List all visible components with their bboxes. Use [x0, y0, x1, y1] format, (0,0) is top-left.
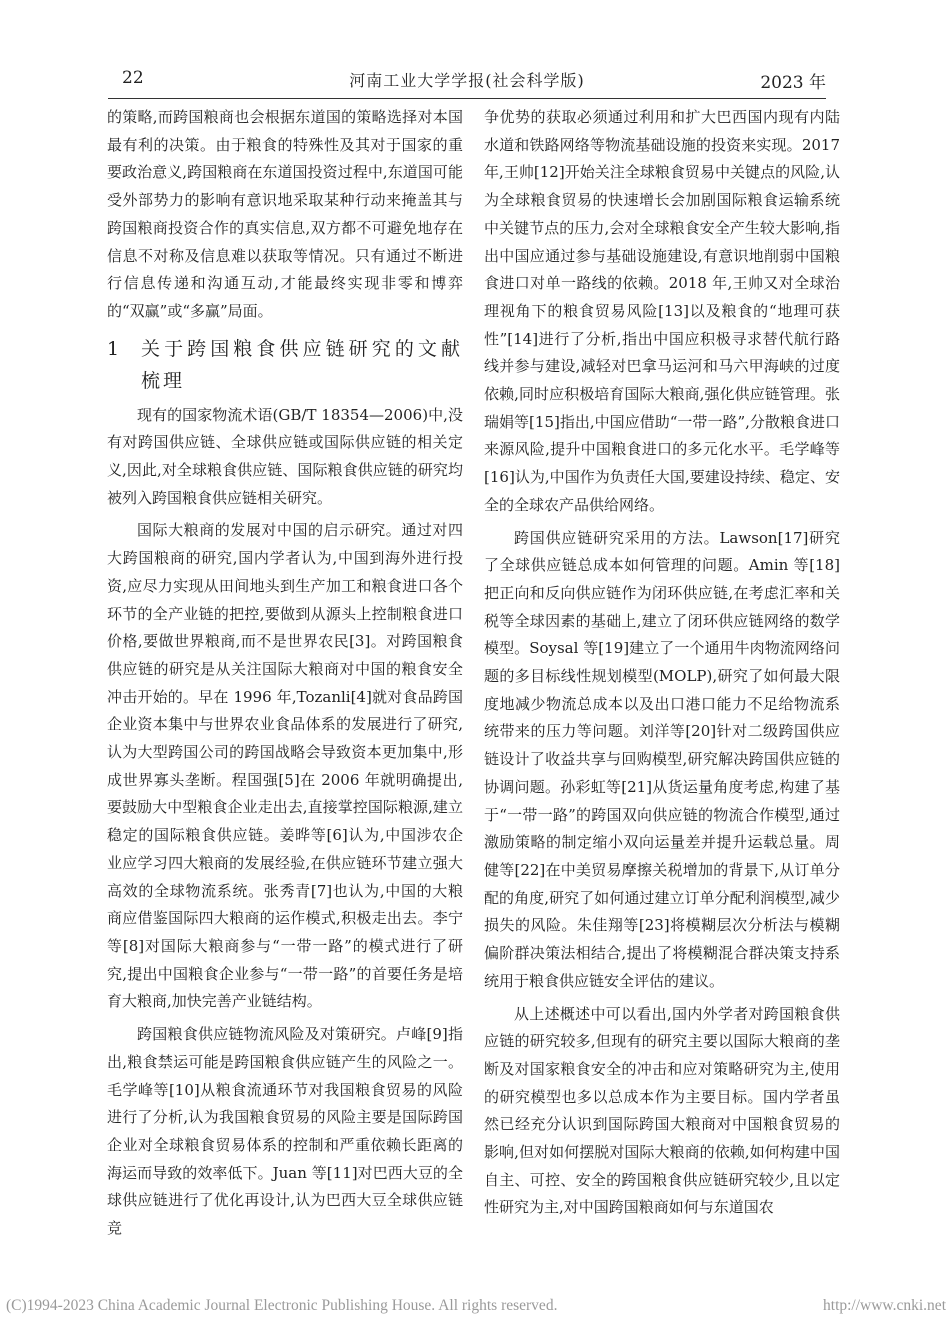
issue-year: 2023 年 — [760, 73, 826, 93]
page-number: 22 — [122, 68, 144, 88]
section-title: 关于跨国粮食供应链研究的文献梳理 — [141, 337, 463, 392]
paragraph-logistics-risk: 跨国粮食供应链物流风险及对策研究。卢峰[9]指出,粮食禁运可能是跨国粮食供应链产生的风险之一。毛学峰等[10]从粮食流通环节对我国粮食贸易的风险进行了分析,认为我国粮食贸易的风险主要是国际跨国企业对全球粮食贸易体系的控制和严重依赖长距离的海运而导致的效率低下。Juan 等[11]对巴西大豆的全球供应链进行了优化再设计,认为巴西大豆全球供应链竞 — [107, 1025, 463, 1238]
section-number: 1 — [107, 337, 123, 360]
running-header — [108, 64, 826, 99]
paragraph-grain-merchants: 国际大粮商的发展对中国的启示研究。通过对四大跨国粮商的研究,国内学者认为,中国到海外进行投资,应尽力实现从田间地头到生产加工和粮食进口各个环节的全产业链的把控,要做到从源头上控制粮食进口价格,要做世界粮商,而不是世界农民[3]。对跨国粮食供应链的研究是从关注国际大粮商对中国的粮食安全冲击开始的。早在 1996 年,Tozanli[4]就对食品跨国企业资本集中与世界农业食品体系的发展进行了研究,认为大型跨国公司的跨国战略会导致资本更加集中,形成世界寡头垄断。程国强[5]在 2006 年就明确提出,要鼓励大中型粮食企业走出去,直接掌控国际粮源,建立稳定的国际粮食供应链。姜晔等[6]认为,中国涉农企业应学习四大粮商的发展经验,在供应链环节建立强大高效的全球物流系统。张秀青[7]也认为,中国的大粮商应借鉴国际四大粮商的运作模式,积极走出去。李宁等[8]对国际大粮商参与“一带一路”的模式进行了研究,提出中国粮食企业参与“一带一路”的首要任务是培育大粮商,加快完善产业链结构。 — [107, 521, 463, 1011]
intro-paragraph: 的策略,而跨国粮商也会根据东道国的策略选择对本国最有利的决策。由于粮食的特殊性及其对于国家的重要政治意义,跨国粮商在东道国投资过程中,东道国可能受外部势力的影响有意识地采取某种行动来掩盖其与跨国粮商投资合作的真实信息,双方都不可避免地存在信息不对称及信息难以获取等情况。只有通过不断进行信息传递和沟通互动,才能最终实现非零和博弈的“双赢”或“多赢”局面。 — [107, 108, 463, 320]
paragraph-continued: 争优势的获取必须通过利用和扩大巴西国内现有内陆水道和铁路网络等物流基础设施的投资来实现。2017 年,王帅[12]开始关注全球粮食贸易中关键点的风险,认为全球粮食贸易的快速增长会加剧国际粮食运输系统中关键节点的压力,会对全球粮食安全产生较大影响,指出中国应通过参与基础设施建设,有意识地削弱中国粮食进口对单一路线的依赖。2018 年,王帅又对全球治理视角下的粮食贸易风险[13]以及粮食的“地理可获性”[14]进行了分析,指出中国应积极寻求替代航行路线并参与建设,减轻对巴拿马运河和马六甲海峡的过度依赖,同时应积极培育国际大粮商,强化供应链管理。张瑞娟等[15]指出,中国应借助“一带一路”,分散粮食进口来源风险,提升中国粮食进口的多元化水平。毛学峰等[16]认为,中国作为负责任大国,要建设持续、稳定、安全的全球农产品供给网络。 — [484, 108, 840, 514]
paragraph-summary: 从上述概述中可以看出,国内外学者对跨国粮食供应链的研究较多,但现有的研究主要以国际大粮商的垄断及对国家粮食安全的冲击和应对策略研究为主,使用的研究模型也多以总成本作为主要目标。国内学者虽然已经充分认识到国际跨国大粮商对中国粮食贸易的影响,但对如何摆脱对国际大粮商的依赖,如何构建中国自主、可控、安全的跨国粮食供应链研究较少,且以定性研究为主,对中国跨国粮商如何与东道国农 — [484, 1004, 840, 1217]
right-column — [484, 104, 840, 1222]
cnki-url: http://www.cnki.net — [823, 1297, 946, 1314]
left-column — [107, 104, 463, 1243]
paragraph-methods: 跨国供应链研究采用的方法。Lawson[17]研究了全球供应链总成本如何管理的问题。Amin 等[18]把正向和反向供应链作为闭环供应链,在考虑汇率和关税等全球因素的基础上,建立了闭环供应链网络的数学模型。Soysal 等[19]建立了一个通用牛肉物流网络问题的多目标线性规划模型(MOLP),研究了如何最大限度地减少物流总成本以及出口港口能力不足给物流系统带来的压力等问题。刘洋等[20]针对二级跨国供应链设计了收益共享与回购模型,研究解决跨国供应链的协调问题。孙彩虹等[21]从货运量角度考虑,构建了基于“一带一路”的跨国双向供应链的物流合作模型,通过激励策略的制定缩小双向运量差并提升运载总量。周健等[22]在中美贸易摩擦关税增加的背景下,从订单分配的角度,研究了如何通过建立订单分配利润模型,减少损失的风险。朱佳翔等[23]将模糊层次分析法与模糊偏阶群决策法相结合,提出了将模糊混合群决策支持系统用于粮食供应链安全评估的建议。 — [484, 528, 840, 990]
paragraph-terminology: 现有的国家物流术语(GB/T 18354—2006)中,没有对跨国供应链、全球供应链或国际供应链的相关定义,因此,对全球粮食供应链、国际粮食供应链的研究均被列入跨国粮食供应链相关研究。 — [107, 405, 463, 507]
section-heading — [107, 333, 463, 397]
journal-title: 河南工业大学学报(社会科学版) — [349, 71, 585, 90]
copyright-text: (C)1994-2023 China Academic Journal Electronic Publishing House. All rights reserved. — [6, 1297, 558, 1314]
